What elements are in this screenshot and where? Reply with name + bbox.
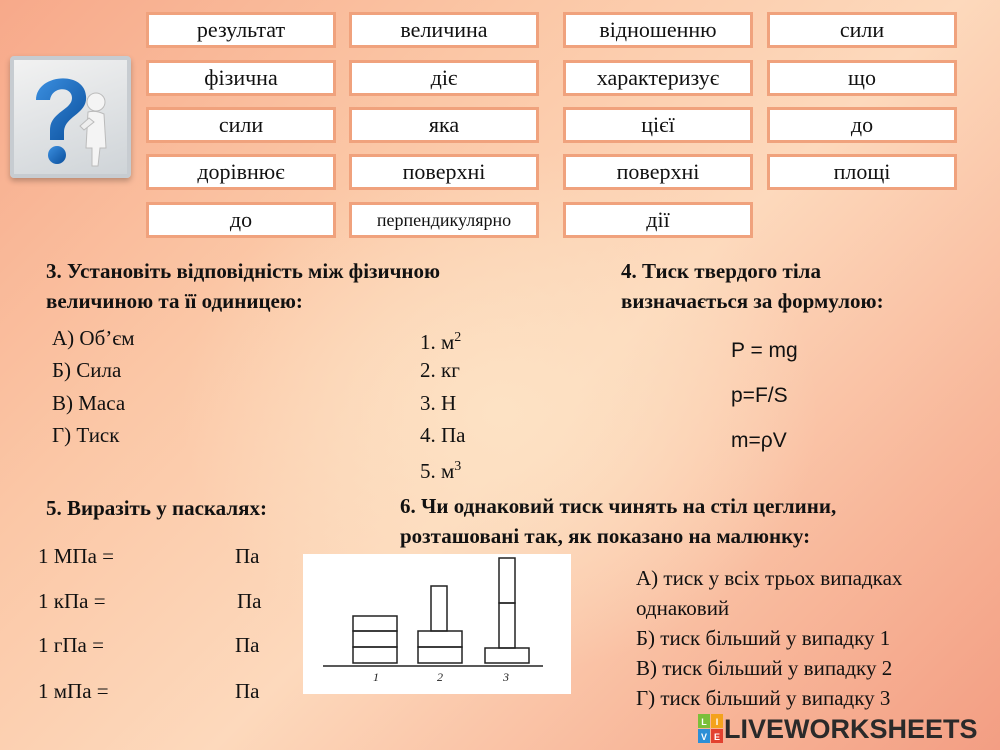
q5-row-unit: Па — [235, 679, 260, 703]
q3-heading-line2: величиною та її одиницею: — [46, 289, 303, 313]
q4-formula-option[interactable]: P = mg — [731, 339, 798, 362]
brick-2c — [418, 647, 462, 663]
q5-row-unit: Па — [235, 633, 260, 657]
word-tile[interactable]: сили — [767, 12, 957, 48]
word-tile[interactable]: характеризує — [563, 60, 753, 96]
bricks-diagram — [303, 554, 571, 694]
brick-2a — [431, 586, 447, 631]
q5-row-label: 1 гПа = — [38, 633, 104, 657]
svg-text:I: I — [715, 717, 719, 727]
q3-right-item: 2. кг — [420, 358, 460, 382]
word-tile[interactable]: перпендикулярно — [349, 202, 539, 238]
q3-left-item: А) Об’єм — [52, 326, 135, 350]
q6-option[interactable]: Б) тиск більший у випадку 1 — [636, 626, 891, 650]
q6-heading-line2: розташовані так, як показано на малюнку: — [400, 524, 811, 548]
q6-heading-line1: 6. Чи однаковий тиск чинять на стіл цеглини, — [400, 494, 837, 518]
word-tile[interactable]: до — [767, 107, 957, 143]
q4-formula-option[interactable]: m=ρV — [731, 429, 787, 452]
word-tile[interactable]: поверхні — [349, 154, 539, 190]
q6-option[interactable]: В) тиск більший у випадку 2 — [636, 656, 893, 680]
word-tile[interactable]: до — [146, 202, 336, 238]
word-tile[interactable]: дорівнює — [146, 154, 336, 190]
word-tile[interactable]: фізична — [146, 60, 336, 96]
liveworksheets-badge-icon — [698, 714, 724, 744]
q3-right-item: 1. $м^2$ — [420, 330, 462, 354]
q3-left-item: В) Маса — [52, 391, 126, 415]
liveworksheets-logo[interactable] — [698, 712, 978, 746]
word-tile[interactable]: яка — [349, 107, 539, 143]
brick-1a — [353, 616, 397, 631]
brick-1c — [353, 647, 397, 663]
q4-heading-line1: 4. Тиск твердого тіла — [621, 259, 821, 283]
q3-right-item: 5. $м^3$ — [420, 459, 462, 483]
q5-row-label: 1 МПа = — [38, 544, 115, 568]
word-tile[interactable]: відношенню — [563, 12, 753, 48]
question-mark-picture — [10, 56, 131, 178]
q4-formula-option[interactable]: p=F/S — [731, 384, 788, 407]
q5-row-unit: Па — [235, 544, 260, 568]
svg-text:E: E — [713, 732, 721, 742]
figure-label: 2 — [437, 670, 443, 684]
svg-text:V: V — [700, 732, 708, 742]
word-tile[interactable]: результат — [146, 12, 336, 48]
word-tile[interactable]: величина — [349, 12, 539, 48]
q5-row-label: 1 кПа = — [38, 589, 106, 613]
q3-heading-line1: 3. Установіть відповідність між фізичною — [46, 259, 441, 283]
q5-answer-input[interactable] — [140, 631, 224, 659]
q4-heading-line2: визначається за формулою: — [621, 289, 884, 313]
q5-heading: 5. Виразіть у паскалях: — [46, 496, 268, 520]
question-figure-icon — [14, 60, 127, 174]
word-tile[interactable]: діє — [349, 60, 539, 96]
word-tile[interactable]: цієї — [563, 107, 753, 143]
word-tile[interactable]: площі — [767, 154, 957, 190]
figure-label: 1 — [373, 670, 379, 684]
svg-text:L: L — [701, 717, 707, 727]
bricks-figure — [303, 554, 571, 694]
figure-label: 3 — [503, 670, 509, 684]
q4-heading — [621, 256, 884, 316]
q6-option-continuation[interactable]: однаковий — [636, 596, 730, 620]
q5-answer-input[interactable] — [140, 677, 224, 705]
word-tile[interactable]: що — [767, 60, 957, 96]
q3-heading — [46, 256, 440, 316]
word-tile[interactable]: поверхні — [563, 154, 753, 190]
q3-right-item: 3. Н — [420, 391, 457, 415]
brick-1b — [353, 631, 397, 647]
word-tile[interactable]: сили — [146, 107, 336, 143]
q5-row-label: 1 мПа = — [38, 679, 109, 703]
q5-row-unit: Па — [237, 589, 262, 613]
liveworksheets-wordmark: LIVEWORKSHEETS — [724, 713, 978, 744]
q6-option[interactable]: А) тиск у всіх трьох випадках — [636, 566, 903, 590]
q3-left-item: Б) Сила — [52, 358, 122, 382]
q5-answer-input[interactable] — [140, 542, 224, 570]
brick-3c — [485, 648, 529, 663]
q6-heading — [400, 491, 836, 551]
q3-left-item: Г) Тиск — [52, 423, 120, 447]
word-tile[interactable]: дії — [563, 202, 753, 238]
brick-3b — [499, 603, 515, 648]
q3-right-item: 4. Па — [420, 423, 466, 447]
brick-3a — [499, 558, 515, 603]
brick-2b — [418, 631, 462, 647]
q5-answer-input[interactable] — [140, 587, 224, 615]
q6-option[interactable]: Г) тиск більший у випадку 3 — [636, 686, 891, 710]
